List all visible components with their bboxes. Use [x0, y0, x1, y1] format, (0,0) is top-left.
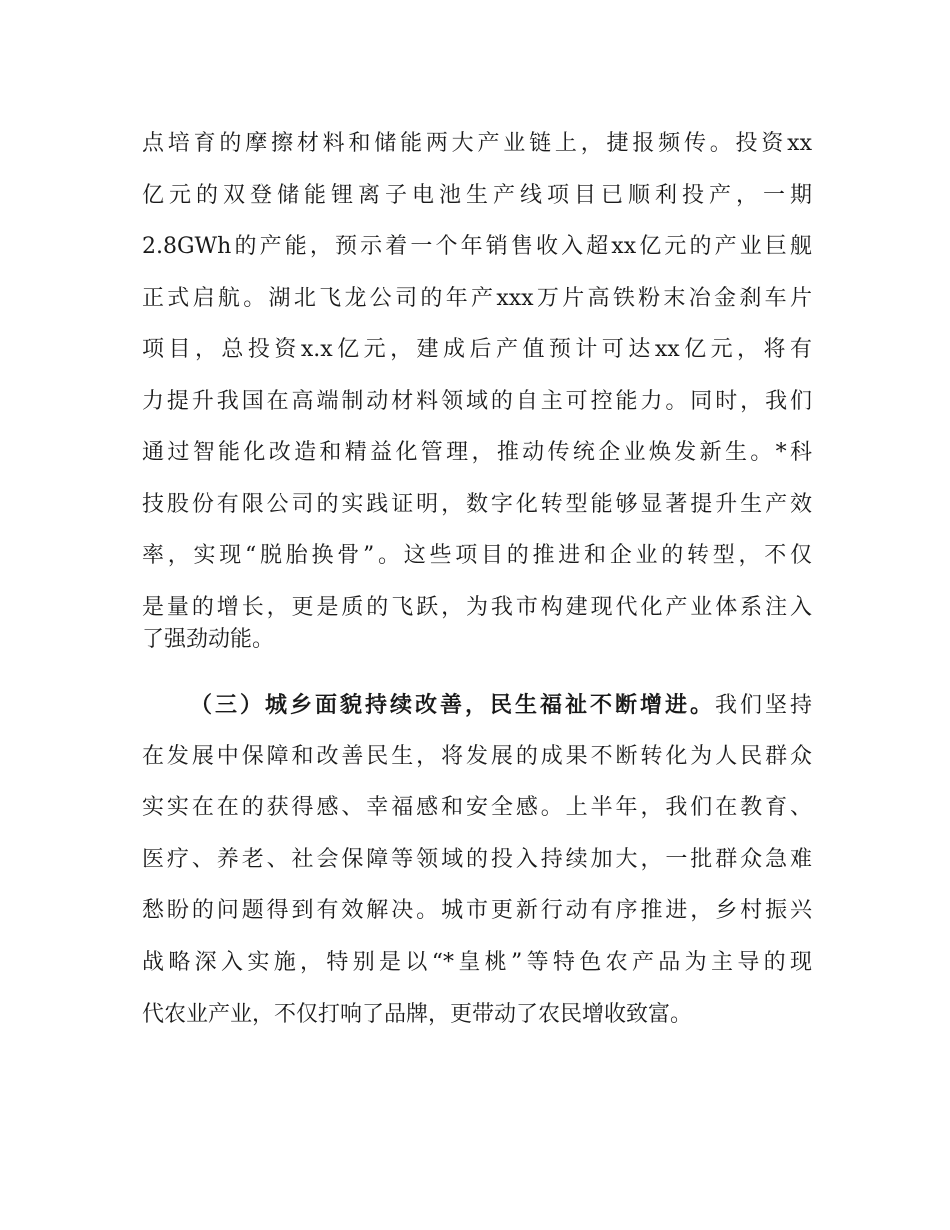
paragraph-line: 力提升我国在高端制动材料领域的自主可控能力。同时，我们	[142, 389, 812, 414]
paragraph-line: 实实在在的获得感、幸福感和安全感。上半年，我们在教育、	[142, 795, 812, 820]
paragraph-line: 2.8GWh的产能，预示着一个年销售收入超xx亿元的产业巨舰	[142, 234, 812, 259]
paragraph-line: 医疗、养老、社会保障等领域的投入持续加大，一批群众急难	[142, 847, 812, 872]
paragraph-line: 战略深入实施，特别是以“*皇桃”等特色农产品为主导的现	[142, 950, 812, 975]
paragraph-line: 愁盼的问题得到有效解决。城市更新行动有序推进，乡村振兴	[142, 898, 812, 923]
paragraph-line: 正式启航。湖北飞龙公司的年产xxx万片高铁粉末冶金刹车片	[142, 286, 812, 311]
paragraph-line: 代农业产业，不仅打响了品牌，更带动了农民增收致富。	[142, 1002, 693, 1027]
paragraph-heading-line	[190, 685, 812, 725]
heading-line-rest: 我们坚持	[714, 693, 812, 718]
paragraph-line: 了强劲动能。	[142, 627, 275, 652]
paragraph-line: 技股份有限公司的实践证明，数字化转型能够显著提升生产效	[142, 492, 812, 517]
section-heading: （三）城乡面貌持续改善，民生福祉不断增进。	[190, 692, 715, 718]
paragraph-line: 项目，总投资x.x亿元，建成后产值预计可达xx亿元，将有	[142, 337, 812, 362]
paragraph-line: 是量的增长，更是质的飞跃，为我市构建现代化产业体系注入	[142, 595, 812, 620]
paragraph-line: 率，实现“脱胎换骨”。这些项目的推进和企业的转型，不仅	[142, 543, 812, 568]
paragraph-line: 亿元的双登储能锂离子电池生产线项目已顺利投产，一期	[142, 183, 812, 208]
paragraph-line: 在发展中保障和改善民生，将发展的成果不断转化为人民群众	[142, 744, 812, 769]
paragraph-line: 通过智能化改造和精益化管理，推动传统企业焕发新生。*科	[142, 440, 812, 465]
paragraph-line: 点培育的摩擦材料和储能两大产业链上，捷报频传。投资xx	[142, 131, 812, 156]
